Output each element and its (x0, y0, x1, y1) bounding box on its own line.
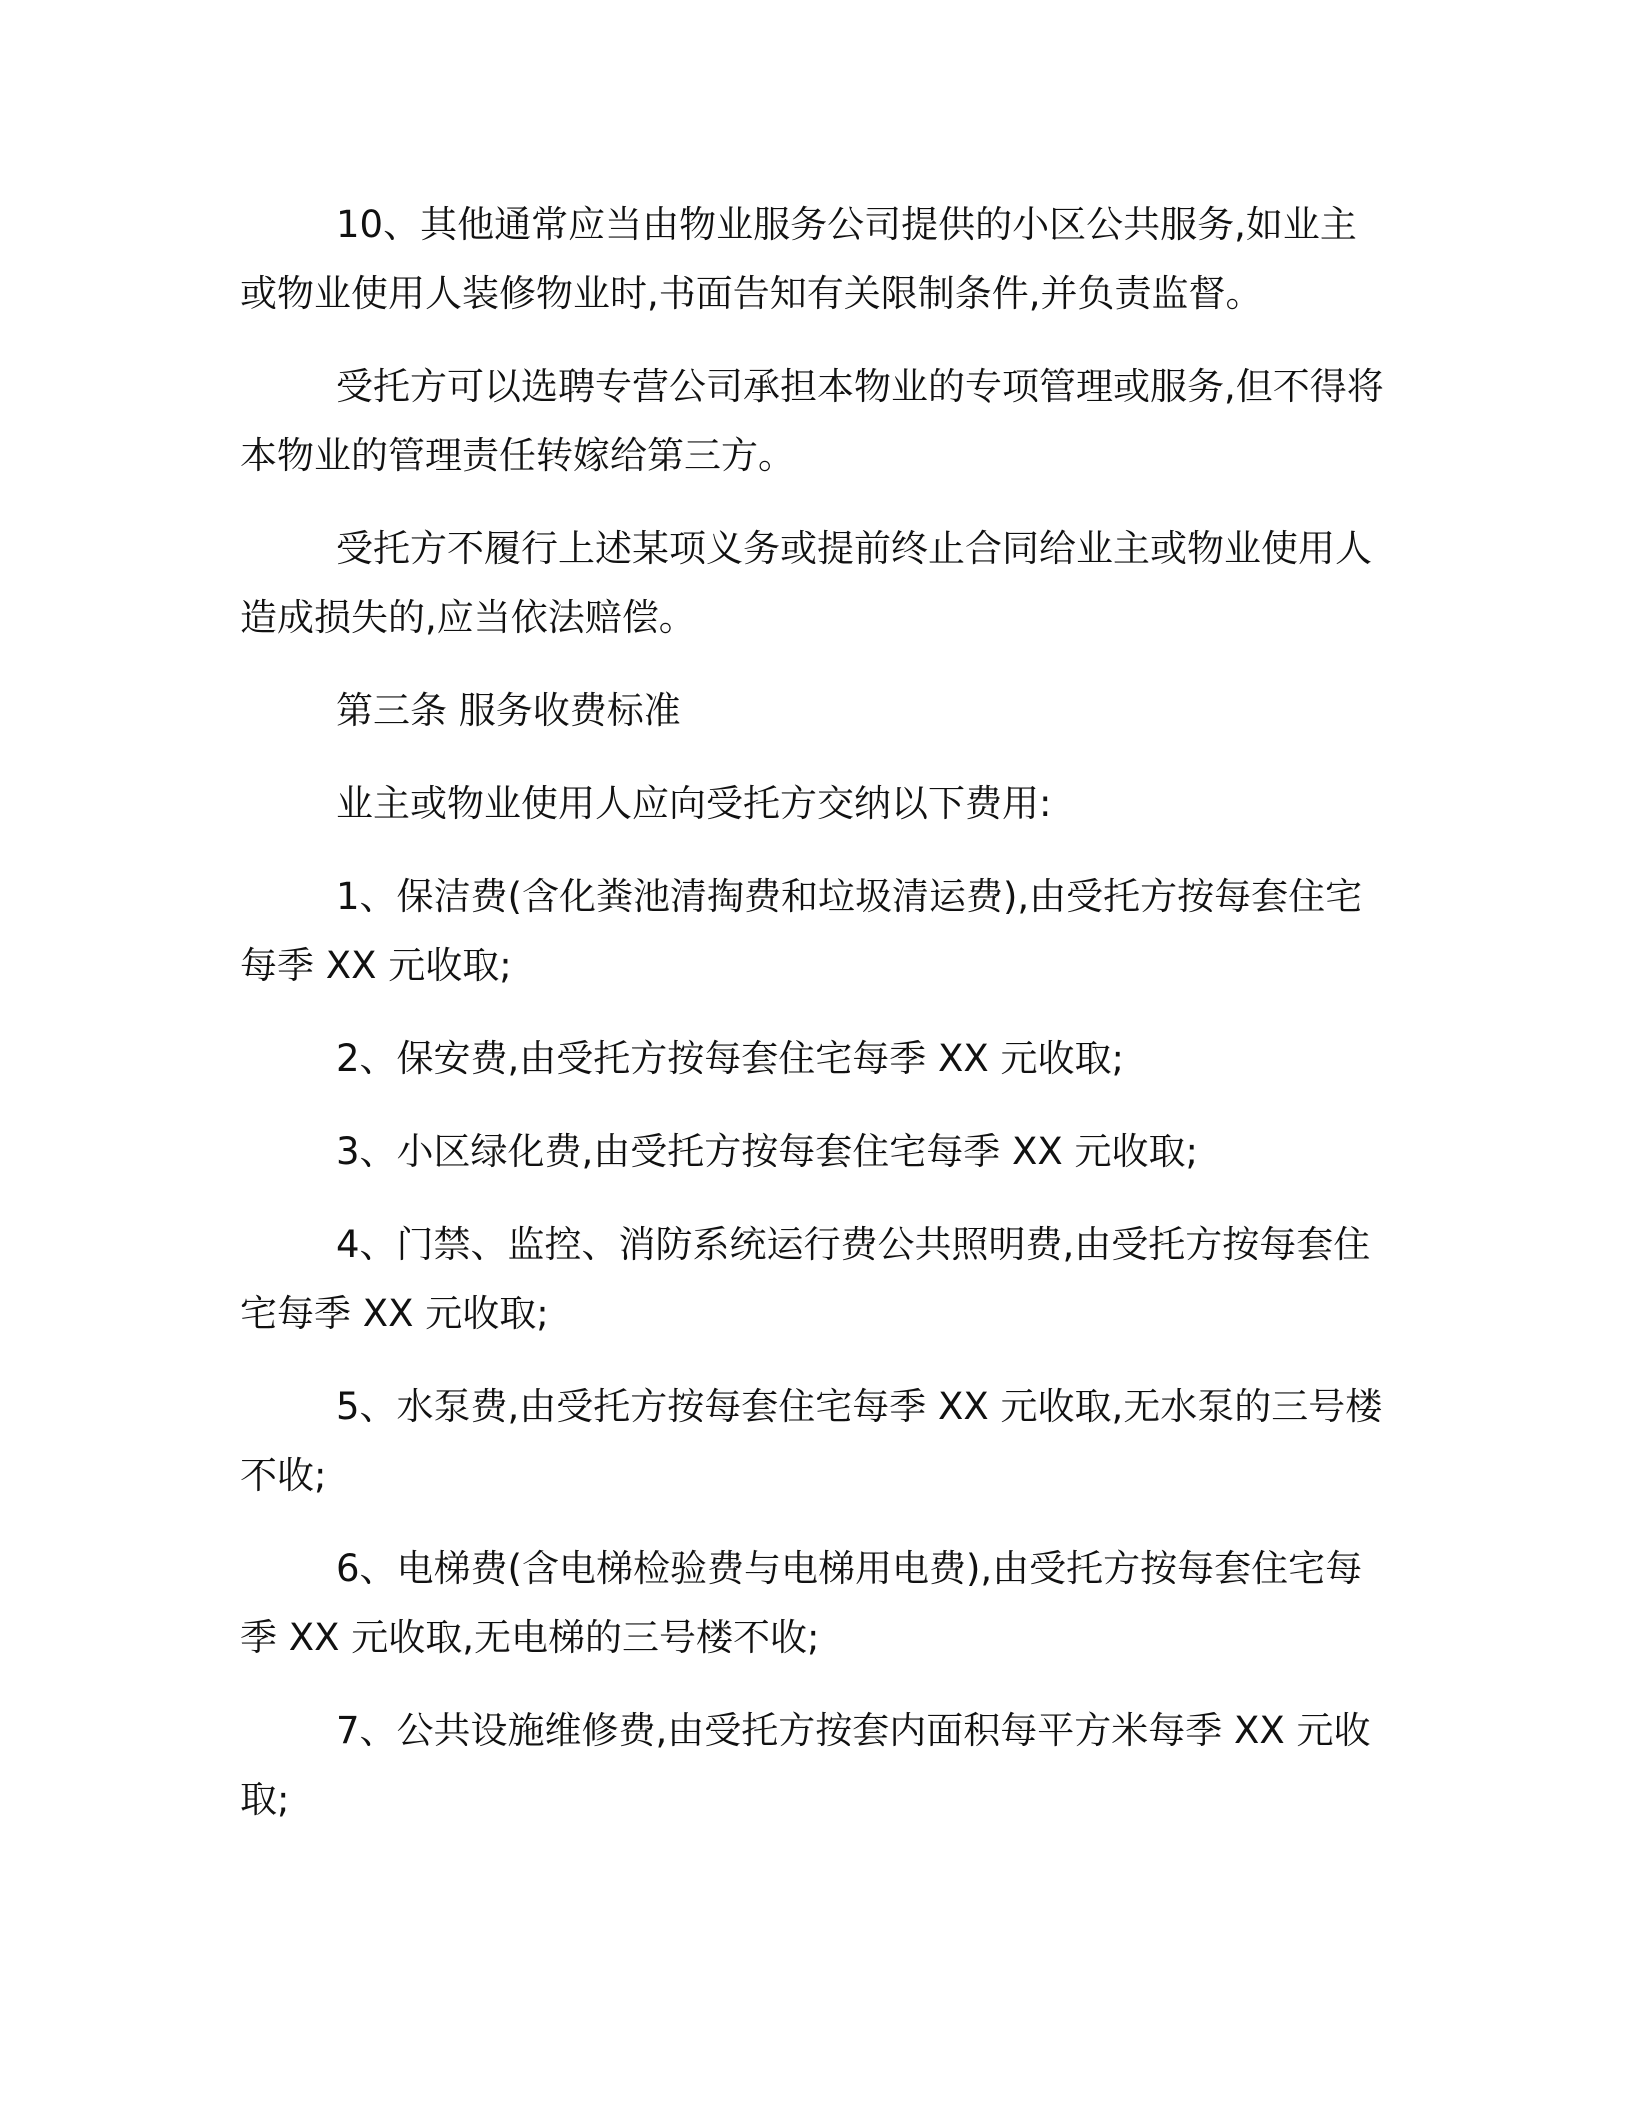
fee-item-elevator: 6、电梯费(含电梯检验费与电梯用电费),由受托方按每套住宅每季 XX 元收取,无电梯的三号楼不收; (240, 1547, 1363, 1659)
fee-item-facility-maintenance: 7、公共设施维修费,由受托方按套内面积每平方米每季 XX 元收取; (240, 1709, 1371, 1821)
paragraph-item-10-public-services: 10、其他通常应当由物业服务公司提供的小区公共服务,如业主或物业使用人装修物业时,书面告知有关限制条件,并负责监督。 (240, 203, 1357, 315)
fee-item-systems-lighting: 4、门禁、监控、消防系统运行费公共照明费,由受托方按每套住宅每季 XX 元收取; (240, 1223, 1371, 1335)
section-heading-article-3: 第三条 服务收费标准 (336, 689, 681, 732)
fee-item-water-pump: 5、水泵费,由受托方按每套住宅每季 XX 元收取,无水泵的三号楼不收; (240, 1385, 1383, 1497)
paragraph-fees-intro: 业主或物业使用人应向受托方交纳以下费用: (336, 782, 1052, 825)
document-body (240, 190, 1390, 1858)
paragraph-compensation-clause: 受托方不履行上述某项义务或提前终止合同给业主或物业使用人造成损失的,应当依法赔偿。 (240, 527, 1372, 639)
fee-item-greening: 3、小区绿化费,由受托方按每套住宅每季 XX 元收取; (336, 1130, 1198, 1173)
fee-item-security: 2、保安费,由受托方按每套住宅每季 XX 元收取; (336, 1037, 1124, 1080)
fee-item-cleaning: 1、保洁费(含化粪池清掏费和垃圾清运费),由受托方按每套住宅每季 XX 元收取; (240, 875, 1363, 987)
paragraph-subcontract-clause: 受托方可以选聘专营公司承担本物业的专项管理或服务,但不得将本物业的管理责任转嫁给第三方。 (240, 365, 1384, 477)
